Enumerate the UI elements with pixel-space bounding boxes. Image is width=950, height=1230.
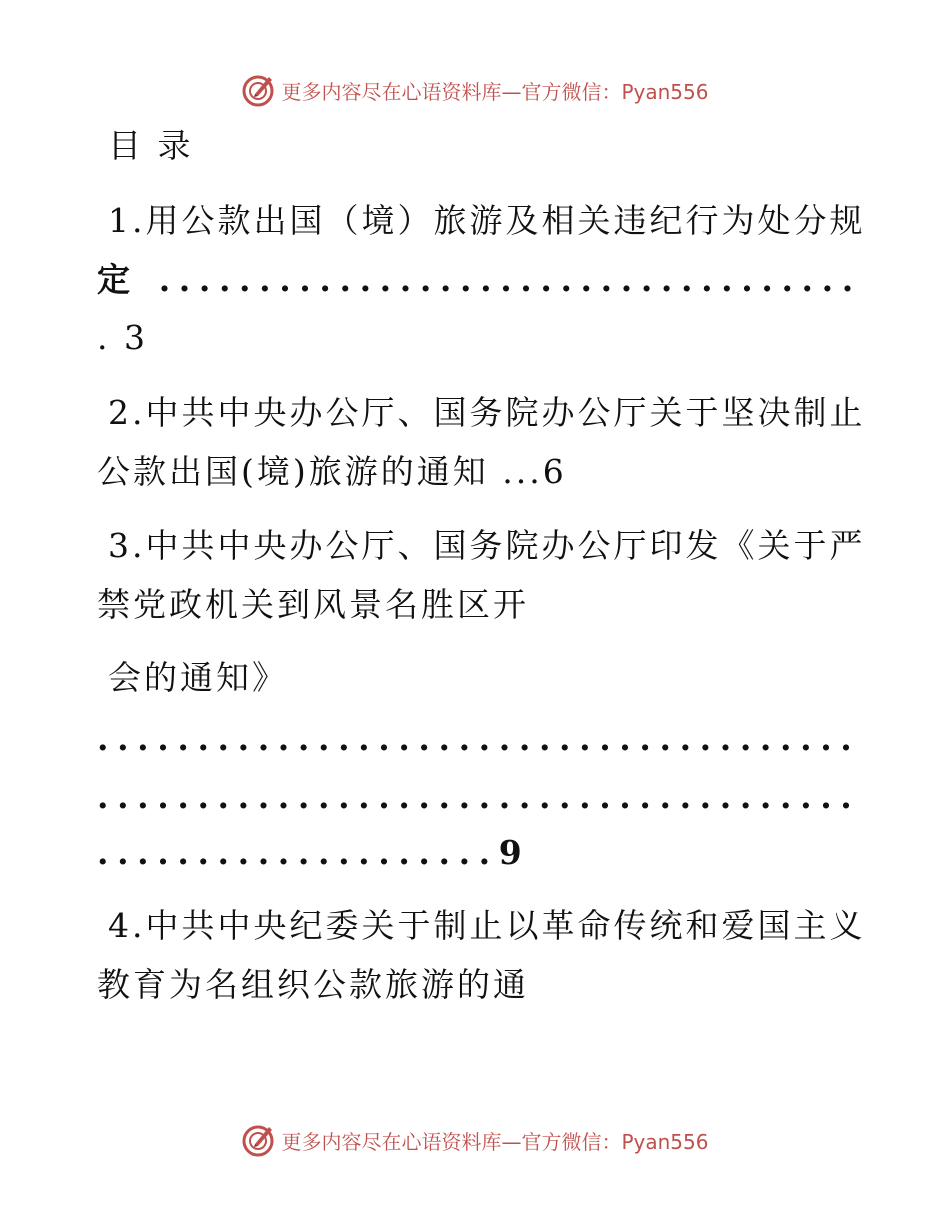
toc-line: ...................................... bbox=[97, 777, 861, 816]
footer-banner-text: 更多内容尽在心语资料库—官方微信：Pyan556 bbox=[281, 1129, 709, 1154]
footer-banner bbox=[0, 1120, 950, 1160]
toc-line: 1.用公款出国（境）旅游及相关违纪行为处分规 bbox=[108, 201, 866, 240]
toc-line: 教育为名组织公款旅游的通 bbox=[97, 965, 529, 1004]
toc-line: 会的通知》 bbox=[108, 658, 288, 697]
logo-pen-icon bbox=[241, 72, 277, 108]
toc-line: ...................................... bbox=[97, 719, 861, 758]
toc-line: 3.中共中央办公厅、国务院办公厅印发《关于严 bbox=[108, 526, 866, 565]
toc-line-text: 定 ................................... bbox=[97, 260, 862, 299]
toc-line: 4.中共中央纪委关于制止以革命传统和爱国主义 bbox=[108, 906, 866, 945]
toc-line: ....................9 bbox=[97, 833, 531, 872]
header-banner bbox=[0, 70, 950, 110]
header-banner-text: 更多内容尽在心语资料库—官方微信：Pyan556 bbox=[281, 79, 709, 104]
toc-line: 公款出国(境)旅游的通知 ...6 bbox=[97, 452, 567, 491]
toc-line: 2.中共中央办公厅、国务院办公厅关于坚决制止 bbox=[108, 393, 866, 432]
toc-title: 目 录 bbox=[108, 126, 194, 165]
toc-line: 禁党政机关到风景名胜区开 bbox=[97, 585, 529, 624]
logo-pen-icon bbox=[241, 1122, 277, 1158]
toc-line bbox=[97, 260, 862, 300]
toc-line: . 3 bbox=[97, 318, 148, 357]
